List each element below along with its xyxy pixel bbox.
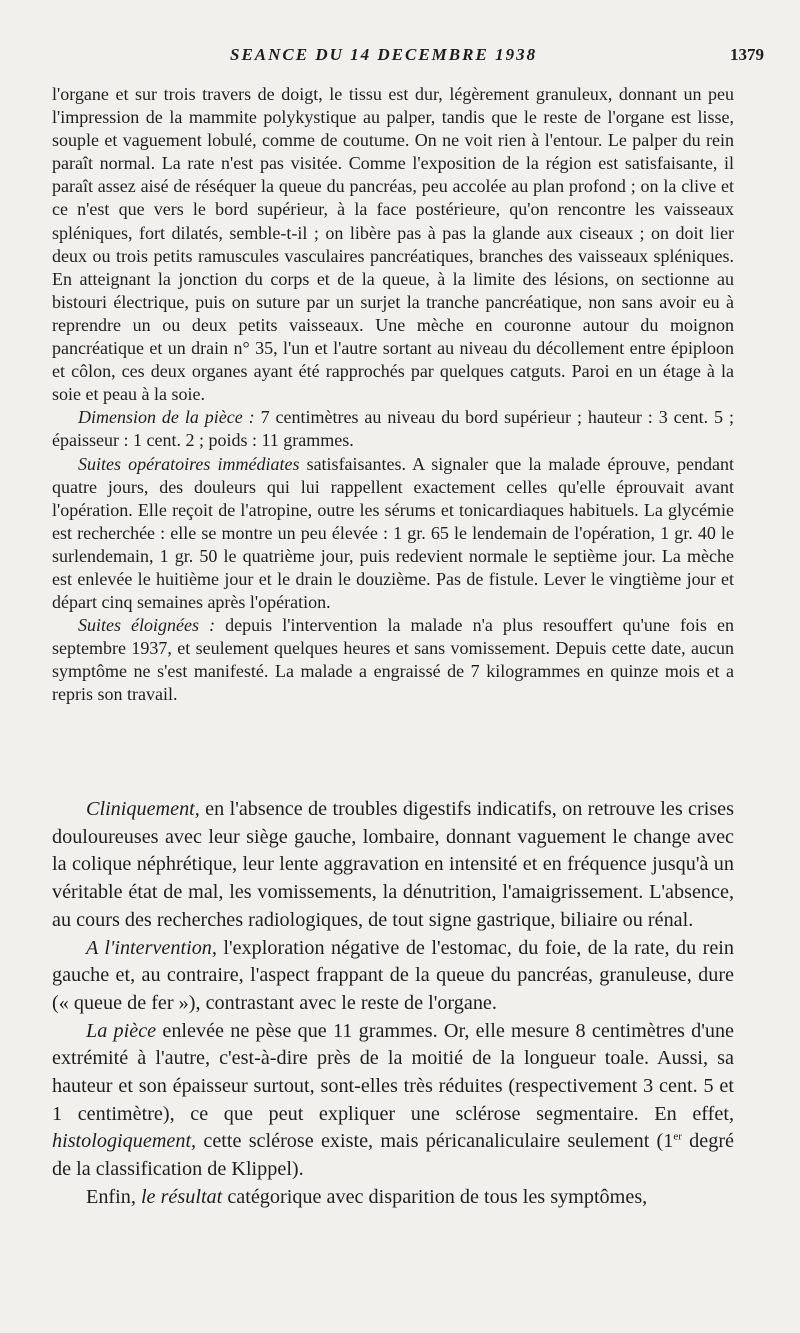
- paragraph-result: [52, 1184, 734, 1212]
- italic-lead: Suites éloignées :: [78, 615, 216, 636]
- paragraph-text: depuis l'intervention la malade n'a plus resouffert qu'une fois en septembre 1937, et seulement quelques heures et sans vomissement. Depuis cette date, aucun symptôme ne s'est manifesté. La malade a engraissé de 7 kilogrammes en quinze mois et a repris son travail.: [52, 615, 734, 705]
- paragraph-text: degré de la classification de Klippel).: [52, 1130, 734, 1181]
- paragraph-intervention: [52, 935, 734, 1018]
- italic-lead: A l'intervention,: [86, 936, 217, 959]
- small-print-section: [52, 83, 734, 707]
- paragraph-immediate-followup: [52, 453, 734, 615]
- superscript: er: [673, 1130, 682, 1143]
- paragraph-text: 7 centimètres au niveau du bord supérieur ; hauteur : 3 cent. 5 ; épaisseur : 1 cent. 2 ; poids : 11 grammes.: [52, 407, 734, 451]
- paragraph-text: satisfaisantes. A signaler que la malade éprouve, pendant quatre jours, des douleurs qui lui rappellent exactement celles qu'elle éprouvait avant l'opération. Elle reçoit de l'atropine, outre les sérums et tonicardiaques habituels. La glycémie est recherchée : elle se montre un peu élevée : 1 gr. 65 le lendemain de l'opération, 1 gr. 40 le surlendemain, 1 gr. 50 le quatrième jour, puis redevient normale le septième jour. La mèche est enlevée le huitième jour et le drain le douzième. Pas de fistule. Lever le vingtième jour et départ cinq semaines après l'opération.: [52, 453, 735, 613]
- page-number: 1379: [730, 45, 764, 64]
- italic-lead: Suites opératoires immédiates: [78, 453, 300, 474]
- paragraph-specimen: [52, 1018, 734, 1184]
- paragraph-text: en l'absence de troubles digestifs indicatifs, on retrouve les crises douloureuses avec leur siège gauche, lombaire, donnant vaguement le change avec la colique néphrétique, leur lente aggravation en intensité et en fréquence jusqu'à un véritable état de mal, les vomissements, la dénutrition, l'amaigrissement. L'absence, au cours des recherches radiologiques, de tout signe gastrique, biliaire ou rénal.: [52, 798, 734, 931]
- paragraph-text: cette sclérose existe, mais péricanaliculaire seulement (1: [196, 1130, 674, 1153]
- italic-term: histologiquement,: [52, 1130, 197, 1153]
- paragraph-clinical: [52, 796, 734, 935]
- italic-lead: Cliniquement,: [86, 798, 200, 820]
- italic-lead: le résultat: [140, 1185, 223, 1208]
- paragraph-text: enlevée ne pèse que 11 grammes. Or, elle mesure 8 centimètres d'une extrémité à l'autre, c'est-à-dire près de la moitié de la longueur toale. Aussi, sa hauteur et son épaisseur surtout, sont-elles très réduites (respectivement 3 cent. 5 et 1 centimètre), ce que peut expliquer une sclérose segmentaire. En effet,: [52, 1019, 735, 1125]
- paragraph-text: catégorique avec disparition de tous les symptômes,: [222, 1185, 648, 1208]
- paragraph-text: Enfin,: [86, 1185, 141, 1208]
- main-text-section: [52, 796, 734, 1212]
- page-header: [0, 45, 800, 71]
- paragraph-distant-followup: [52, 614, 734, 706]
- paragraph-dimension: [52, 406, 734, 452]
- paragraph-operation: l'organe et sur trois travers de doigt, le tissu est dur, légèrement granuleux, donnant un peu l'impression de la mammite polykystique au palper, tandis que le reste de l'organe est lisse, souple et vaguement lobulé, comme de coutume. On ne voit rien à l'entour. Le palper du rein paraît normal. La rate n'est pas visitée. Comme l'exposition de la région est satisfaisante, il paraît assez aisé de réséquer la queue du pancréas, peu accolée au plan profond ; on la clive et ce n'est que vers le bord supérieur, à la face postérieure, qu'on rencontre les vaisseaux spléniques, fort dilatés, semble-t-il ; on libère pas à pas la glande aux ciseaux ; on doit lier deux ou trois petits ramuscules vasculaires pancréatiques, branches des vaisseaux spléniques. En atteignant la jonction du corps et de la queue, à la limite des lésions, on sectionne au bistouri électrique, puis on suture par un surjet la tranche pancréatique, non sans avoir eu à reprendre un ou deux petits vaisseaux. Une mèche en couronne autour du moignon pancréatique et un drain n° 35, l'un et l'autre sortant au niveau du décollement entre épiploon et côlon, ces deux organes ayant été rapprochés par quelques catguts. Paroi en un étage à la soie et peau à la soie.: [52, 84, 734, 405]
- italic-lead: Dimension de la pièce :: [78, 407, 255, 428]
- paragraph-text: l'exploration négative de l'estomac, du foie, de la rate, du rein gauche et, au contraire, l'aspect frappant de la queue du pancréas, granuleuse, dure (« queue de fer »), contrastant avec le reste de l'organe.: [52, 936, 734, 1014]
- italic-lead: La pièce: [86, 1019, 157, 1042]
- running-title: SEANCE DU 14 DECEMBRE 1938: [230, 45, 538, 64]
